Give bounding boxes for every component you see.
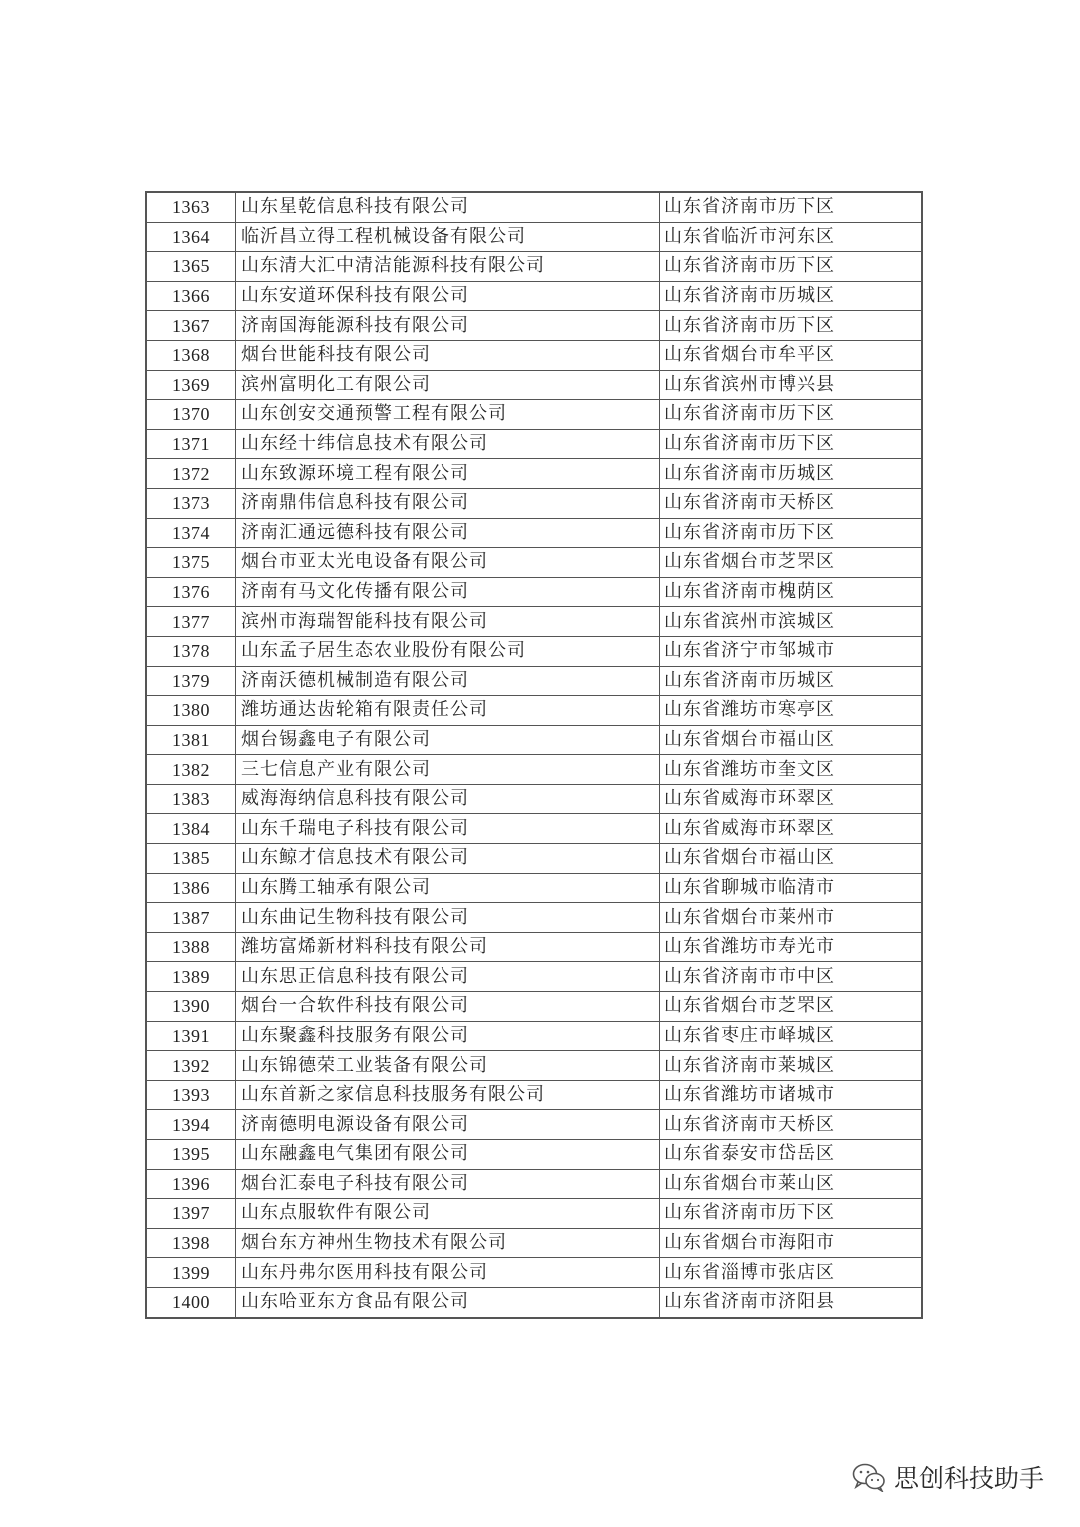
company-name-cell: 山东千瑞电子科技有限公司 (236, 814, 660, 844)
table-row (146, 992, 922, 1022)
table-row (146, 784, 922, 814)
table-row (146, 488, 922, 518)
row-number-cell: 1368 (146, 340, 236, 370)
table-row (146, 1021, 922, 1051)
location-cell: 山东省济南市天桥区 (660, 1110, 923, 1140)
company-name-cell: 临沂昌立得工程机械设备有限公司 (236, 222, 660, 252)
row-number-cell: 1380 (146, 696, 236, 726)
row-number-cell: 1385 (146, 844, 236, 874)
table-row (146, 400, 922, 430)
row-number-cell: 1364 (146, 222, 236, 252)
company-name-cell: 烟台东方神州生物技术有限公司 (236, 1228, 660, 1258)
row-number-cell: 1367 (146, 311, 236, 341)
location-cell: 山东省烟台市芝罘区 (660, 548, 923, 578)
table-row (146, 1287, 922, 1317)
row-number-cell: 1378 (146, 636, 236, 666)
location-cell: 山东省枣庄市峄城区 (660, 1021, 923, 1051)
watermark-text: 思创科技助手 (893, 1464, 1044, 1493)
table-row (146, 340, 922, 370)
company-name-cell: 烟台市亚太光电设备有限公司 (236, 548, 660, 578)
company-name-cell: 济南沃德机械制造有限公司 (236, 666, 660, 696)
location-cell: 山东省烟台市福山区 (660, 725, 923, 755)
row-number-cell: 1373 (146, 488, 236, 518)
table-row (146, 696, 922, 726)
row-number-cell: 1372 (146, 459, 236, 489)
table-row (146, 814, 922, 844)
location-cell: 山东省济南市历下区 (660, 429, 923, 459)
table-row (146, 281, 922, 311)
table-row (146, 903, 922, 933)
row-number-cell: 1387 (146, 903, 236, 933)
row-number-cell: 1375 (146, 548, 236, 578)
company-name-cell: 三七信息产业有限公司 (236, 755, 660, 785)
company-name-cell: 山东点服软件有限公司 (236, 1199, 660, 1229)
row-number-cell: 1390 (146, 992, 236, 1022)
row-number-cell: 1400 (146, 1287, 236, 1317)
table-row (146, 311, 922, 341)
location-cell: 山东省烟台市芝罘区 (660, 992, 923, 1022)
watermark (852, 1459, 1044, 1495)
company-name-cell: 山东思正信息科技有限公司 (236, 962, 660, 992)
row-number-cell: 1395 (146, 1140, 236, 1170)
location-cell: 山东省烟台市莱山区 (660, 1169, 923, 1199)
location-cell: 山东省济南市历下区 (660, 1199, 923, 1229)
row-number-cell: 1366 (146, 281, 236, 311)
table-row (146, 1169, 922, 1199)
table-row (146, 429, 922, 459)
table-row (146, 1140, 922, 1170)
location-cell: 山东省济南市历城区 (660, 281, 923, 311)
company-name-cell: 烟台世能科技有限公司 (236, 340, 660, 370)
table-row (146, 1080, 922, 1110)
location-cell: 山东省济南市历下区 (660, 192, 923, 222)
location-cell: 山东省济南市市中区 (660, 962, 923, 992)
row-number-cell: 1363 (146, 192, 236, 222)
location-cell: 山东省烟台市莱州市 (660, 903, 923, 933)
row-number-cell: 1371 (146, 429, 236, 459)
table-row (146, 932, 922, 962)
company-name-cell: 烟台汇泰电子科技有限公司 (236, 1169, 660, 1199)
table-row (146, 1051, 922, 1081)
company-name-cell: 山东安道环保科技有限公司 (236, 281, 660, 311)
company-name-cell: 山东锦德荣工业装备有限公司 (236, 1051, 660, 1081)
table-row (146, 873, 922, 903)
company-name-cell: 烟台一合软件科技有限公司 (236, 992, 660, 1022)
location-cell: 山东省威海市环翠区 (660, 814, 923, 844)
table-row (146, 548, 922, 578)
table-row (146, 370, 922, 400)
location-cell: 山东省潍坊市寒亭区 (660, 696, 923, 726)
table-row (146, 725, 922, 755)
row-number-cell: 1396 (146, 1169, 236, 1199)
company-name-cell: 滨州市海瑞智能科技有限公司 (236, 607, 660, 637)
table-row (146, 577, 922, 607)
company-name-cell: 山东曲记生物科技有限公司 (236, 903, 660, 933)
row-number-cell: 1399 (146, 1258, 236, 1288)
company-name-cell: 山东腾工轴承有限公司 (236, 873, 660, 903)
company-name-cell: 山东致源环境工程有限公司 (236, 459, 660, 489)
table-row (146, 1110, 922, 1140)
company-name-cell: 山东孟子居生态农业股份有限公司 (236, 636, 660, 666)
company-name-cell: 济南汇通远德科技有限公司 (236, 518, 660, 548)
table-row (146, 755, 922, 785)
location-cell: 山东省济南市莱城区 (660, 1051, 923, 1081)
company-name-cell: 潍坊通达齿轮箱有限责任公司 (236, 696, 660, 726)
table-row (146, 636, 922, 666)
location-cell: 山东省济南市历下区 (660, 400, 923, 430)
location-cell: 山东省泰安市岱岳区 (660, 1140, 923, 1170)
company-name-cell: 山东清大汇中清洁能源科技有限公司 (236, 252, 660, 282)
location-cell: 山东省淄博市张店区 (660, 1258, 923, 1288)
company-name-cell: 潍坊富烯新材料科技有限公司 (236, 932, 660, 962)
row-number-cell: 1384 (146, 814, 236, 844)
location-cell: 山东省济南市历城区 (660, 459, 923, 489)
table-row (146, 252, 922, 282)
location-cell: 山东省潍坊市诸城市 (660, 1080, 923, 1110)
company-name-cell: 山东鲸才信息技术有限公司 (236, 844, 660, 874)
location-cell: 山东省济南市历下区 (660, 518, 923, 548)
row-number-cell: 1394 (146, 1110, 236, 1140)
company-table (145, 191, 923, 1319)
company-name-cell: 济南有马文化传播有限公司 (236, 577, 660, 607)
table-row (146, 192, 922, 222)
location-cell: 山东省烟台市牟平区 (660, 340, 923, 370)
location-cell: 山东省聊城市临清市 (660, 873, 923, 903)
company-name-cell: 山东创安交通预警工程有限公司 (236, 400, 660, 430)
table-row (146, 459, 922, 489)
company-name-cell: 山东融鑫电气集团有限公司 (236, 1140, 660, 1170)
row-number-cell: 1382 (146, 755, 236, 785)
location-cell: 山东省临沂市河东区 (660, 222, 923, 252)
company-name-cell: 山东聚鑫科技服务有限公司 (236, 1021, 660, 1051)
location-cell: 山东省滨州市滨城区 (660, 607, 923, 637)
location-cell: 山东省济南市历下区 (660, 311, 923, 341)
table-row (146, 1258, 922, 1288)
row-number-cell: 1392 (146, 1051, 236, 1081)
table-row (146, 607, 922, 637)
row-number-cell: 1376 (146, 577, 236, 607)
row-number-cell: 1374 (146, 518, 236, 548)
company-name-cell: 山东经十纬信息技术有限公司 (236, 429, 660, 459)
location-cell: 山东省烟台市海阳市 (660, 1228, 923, 1258)
row-number-cell: 1391 (146, 1021, 236, 1051)
location-cell: 山东省威海市环翠区 (660, 784, 923, 814)
company-table-body (146, 192, 922, 1318)
row-number-cell: 1397 (146, 1199, 236, 1229)
company-name-cell: 滨州富明化工有限公司 (236, 370, 660, 400)
wechat-icon (852, 1462, 886, 1492)
row-number-cell: 1389 (146, 962, 236, 992)
row-number-cell: 1365 (146, 252, 236, 282)
row-number-cell: 1381 (146, 725, 236, 755)
company-name-cell: 威海海纳信息科技有限公司 (236, 784, 660, 814)
company-name-cell: 山东丹弗尔医用科技有限公司 (236, 1258, 660, 1288)
company-name-cell: 济南鼎伟信息科技有限公司 (236, 488, 660, 518)
row-number-cell: 1383 (146, 784, 236, 814)
table-row (146, 1199, 922, 1229)
company-name-cell: 济南德明电源设备有限公司 (236, 1110, 660, 1140)
row-number-cell: 1393 (146, 1080, 236, 1110)
table-row (146, 222, 922, 252)
row-number-cell: 1379 (146, 666, 236, 696)
location-cell: 山东省济南市天桥区 (660, 488, 923, 518)
row-number-cell: 1398 (146, 1228, 236, 1258)
row-number-cell: 1370 (146, 400, 236, 430)
row-number-cell: 1377 (146, 607, 236, 637)
row-number-cell: 1369 (146, 370, 236, 400)
company-name-cell: 烟台锡鑫电子有限公司 (236, 725, 660, 755)
row-number-cell: 1388 (146, 932, 236, 962)
location-cell: 山东省济南市槐荫区 (660, 577, 923, 607)
row-number-cell: 1386 (146, 873, 236, 903)
location-cell: 山东省潍坊市寿光市 (660, 932, 923, 962)
location-cell: 山东省潍坊市奎文区 (660, 755, 923, 785)
location-cell: 山东省滨州市博兴县 (660, 370, 923, 400)
company-name-cell: 济南国海能源科技有限公司 (236, 311, 660, 341)
company-name-cell: 山东首新之家信息科技服务有限公司 (236, 1080, 660, 1110)
table-row (146, 962, 922, 992)
table-row (146, 844, 922, 874)
company-name-cell: 山东哈亚东方食品有限公司 (236, 1287, 660, 1317)
location-cell: 山东省济南市历下区 (660, 252, 923, 282)
location-cell: 山东省济南市历城区 (660, 666, 923, 696)
table-row (146, 1228, 922, 1258)
company-name-cell: 山东星乾信息科技有限公司 (236, 192, 660, 222)
table-row (146, 518, 922, 548)
location-cell: 山东省济南市济阳县 (660, 1287, 923, 1317)
location-cell: 山东省济宁市邹城市 (660, 636, 923, 666)
table-row (146, 666, 922, 696)
location-cell: 山东省烟台市福山区 (660, 844, 923, 874)
